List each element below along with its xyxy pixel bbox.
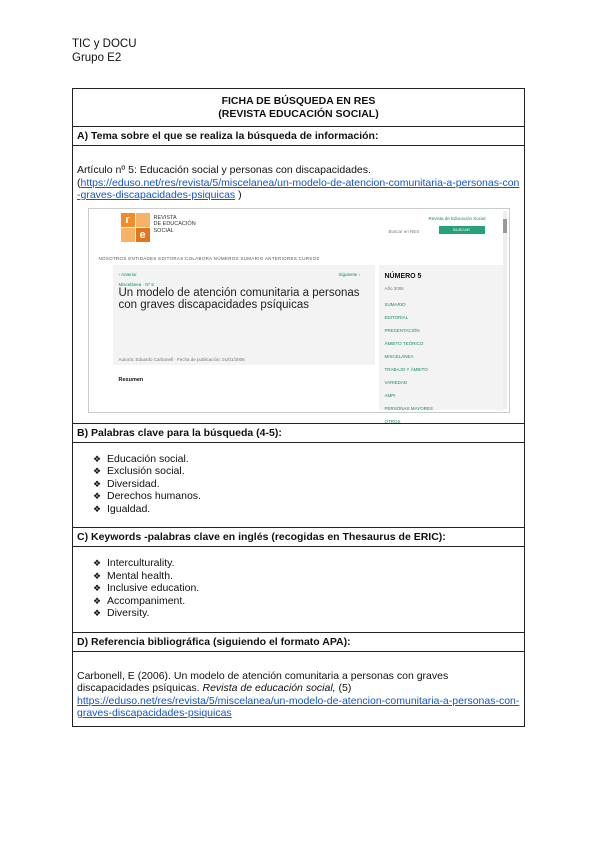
sidebar-subtitle: Año 2006 xyxy=(384,286,404,291)
bullet-icon: ❖ xyxy=(93,595,102,606)
website-screenshot: r e s REVISTA DE EDUCACIÓN SOCIAL Revista de Educación Social Buscar en RES BUSCAR NOSOTROS ENTIDADES EDITORAS COLABORA NÚMEROS SUMARIO ANTERIORES CURSOS ‹ Anterior Siguiente › Miscelánea · Nº 5 Un modelo de atención comunitaria a personas con graves discapacidades psíquicas Autor/a: Eduardo Carbonell · Fecha de publicación: 01/01/2006 Resumen NÚMERO 5 Año 2006 SUMARIO EDITORIAL PRESENTACIÓN ÁMBITO TEÓRICO MISCELÁNEA TRABAJO Y ÁMBITO VARIEDAD AMPI PERSONAS MAYORES OTROS xyxy=(88,208,510,413)
bullet-icon: ❖ xyxy=(93,466,102,476)
sidebar-link[interactable]: OTROS xyxy=(384,418,401,424)
issue-sidebar xyxy=(379,265,504,424)
search-label: Buscar en RES xyxy=(388,228,420,234)
bullet-icon: ❖ xyxy=(93,503,102,514)
prev-link[interactable]: ‹ Anterior xyxy=(118,271,137,277)
section-b-heading: B) Palabras clave para la búsqueda (4-5): xyxy=(73,424,524,443)
top-link[interactable]: Revista de Educación Social xyxy=(428,215,486,221)
bullet-icon: ❖ xyxy=(93,558,102,568)
list-item xyxy=(93,582,520,595)
reference-text: Carbonell, E (2006). Un modelo de atención comunitaria a personas con graves discapacidades psíquicas. xyxy=(77,669,449,694)
sidebar-link[interactable]: PRESENTACIÓN xyxy=(384,327,420,333)
keyword-list-en xyxy=(93,557,520,620)
list-item xyxy=(93,595,520,608)
scrollbar[interactable] xyxy=(503,211,507,409)
search-button[interactable]: BUSCAR xyxy=(439,226,485,234)
list-item xyxy=(93,465,520,478)
section-a xyxy=(73,126,524,423)
keyword-list-es xyxy=(93,453,520,516)
keyword: Diversity. xyxy=(107,607,150,619)
sidebar-title: NÚMERO 5 xyxy=(384,272,422,280)
logo-letter-r: r xyxy=(121,213,135,227)
sidebar-link[interactable]: TRABAJO Y ÁMBITO xyxy=(384,366,428,372)
sidebar-link[interactable]: PERSONAS MAYORES xyxy=(384,405,433,411)
logo-text-3: SOCIAL xyxy=(153,227,174,234)
logo-text-1: REVISTA xyxy=(153,214,177,221)
article-title: Un modelo de atención comunitaria a personas con graves discapacidades psíquicas xyxy=(118,286,360,311)
keyword: Exclusión social. xyxy=(107,465,185,477)
link-open-paren: ( xyxy=(77,176,81,189)
section-c-heading: C) Keywords -palabras clave en inglés (recogidas en Thesaurus de ERIC): xyxy=(73,528,524,547)
form-title-line2: (REVISTA EDUCACIÓN SOCIAL) xyxy=(218,108,379,120)
bullet-icon: ❖ xyxy=(93,570,102,581)
site-nav[interactable]: NOSOTROS ENTIDADES EDITORAS COLABORA NÚMEROS SUMARIO ANTERIORES CURSOS xyxy=(98,255,320,261)
scrollbar-thumb[interactable] xyxy=(503,219,507,233)
sidebar-link[interactable]: EDITORIAL xyxy=(384,314,409,320)
keyword: Derechos humanos. xyxy=(107,490,201,502)
logo-letter-e: e xyxy=(136,228,150,242)
keyword: Educación social. xyxy=(107,452,189,465)
section-d xyxy=(73,632,524,726)
bullet-icon: ❖ xyxy=(93,453,102,464)
list-item xyxy=(93,570,520,583)
reference-link[interactable]: https://eduso.net/res/revista/5/miscelanea/un-modelo-de-atencion-comunitaria-a-personas-con-graves-discapacidades-psiquicas xyxy=(77,694,520,719)
list-item xyxy=(93,490,520,503)
list-item xyxy=(93,453,520,466)
form-title-line1: FICHA DE BÚSQUEDA EN RES xyxy=(221,95,376,107)
bullet-icon: ❖ xyxy=(93,478,102,489)
keyword: Inclusive education. xyxy=(107,582,200,594)
reference-journal: Revista de educación social, xyxy=(202,682,336,694)
breadcrumb[interactable]: Miscelánea · Nº 5 xyxy=(118,281,154,287)
next-link[interactable]: Siguiente › xyxy=(338,271,361,277)
section-b xyxy=(73,423,524,528)
section-a-text: Artículo nº 5: Educación social y personas con discapacidades. xyxy=(77,164,371,176)
sidebar-link[interactable]: AMPI xyxy=(384,392,396,398)
section-a-heading: A) Tema sobre el que se realiza la búsqueda de información: xyxy=(73,127,524,146)
sidebar-link[interactable]: SUMARIO xyxy=(384,301,406,307)
logo-block-2 xyxy=(121,228,135,242)
keyword: Diversidad. xyxy=(107,477,160,490)
logo-block xyxy=(136,213,150,227)
article-link[interactable]: https://eduso.net/res/revista/5/miscelanea/un-modelo-de-atencion-comunitaria-a-personas-con-graves-discapacidades-psiquicas xyxy=(77,176,520,201)
list-item xyxy=(93,503,520,516)
logo-text xyxy=(154,215,196,235)
bullet-icon: ❖ xyxy=(93,608,102,618)
link-close-paren: ) xyxy=(235,189,242,201)
summary-heading: Resumen xyxy=(118,376,144,383)
apa-reference xyxy=(77,670,520,695)
reference-issue: (5) xyxy=(335,682,352,694)
form-title xyxy=(73,89,524,126)
author-line: Autor/a: Eduardo Carbonell · Fecha de publicación: 01/01/2006 xyxy=(118,356,245,362)
keyword: Igualdad. xyxy=(107,502,151,515)
sidebar-link[interactable]: ÁMBITO TEÓRICO xyxy=(384,340,424,346)
header-group: Grupo E2 xyxy=(72,52,122,64)
section-d-heading: D) Referencia bibliográfica (siguiendo el formato APA): xyxy=(73,633,524,652)
header-course: TIC y DOCU xyxy=(72,38,137,50)
bullet-icon: ❖ xyxy=(93,583,102,593)
list-item xyxy=(93,557,520,570)
list-item xyxy=(93,478,520,491)
keyword: Interculturality. xyxy=(107,557,175,569)
keyword: Mental health. xyxy=(107,569,173,582)
sidebar-link[interactable]: VARIEDAD xyxy=(384,379,408,385)
list-item xyxy=(93,607,520,620)
sidebar-link[interactable]: MISCELÁNEA xyxy=(384,353,414,359)
document-header xyxy=(72,37,137,65)
keyword: Accompaniment. xyxy=(107,594,186,607)
logo-text-2: DE EDUCACIÓN xyxy=(153,221,196,227)
search-form-table xyxy=(72,88,525,727)
bullet-icon: ❖ xyxy=(93,491,102,501)
section-c xyxy=(73,527,524,632)
